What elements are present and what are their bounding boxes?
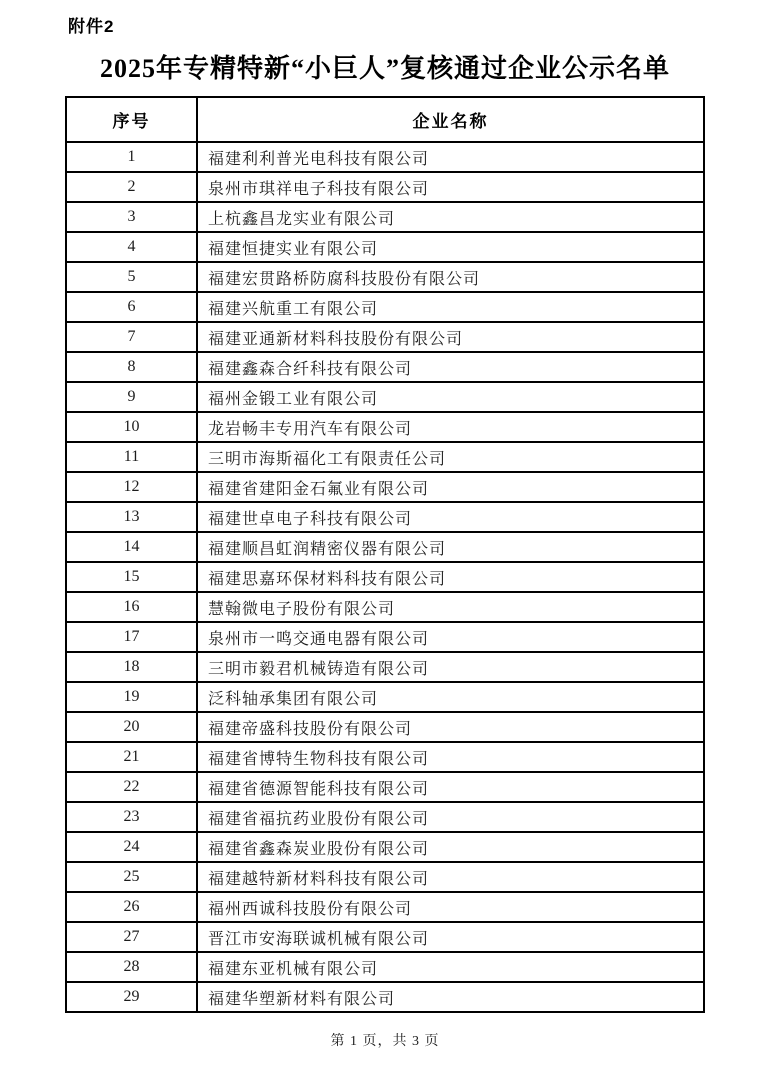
table-row bbox=[66, 592, 704, 622]
table-row bbox=[66, 742, 704, 772]
row-company-name: 福建亚通新材料科技股份有限公司 bbox=[197, 322, 704, 352]
company-table-body bbox=[66, 142, 704, 1012]
table-row bbox=[66, 952, 704, 982]
row-serial-number: 5 bbox=[66, 262, 197, 292]
row-company-name: 福建兴航重工有限公司 bbox=[197, 292, 704, 322]
row-company-name: 晋江市安海联诚机械有限公司 bbox=[197, 922, 704, 952]
row-serial-number: 18 bbox=[66, 652, 197, 682]
row-serial-number: 19 bbox=[66, 682, 197, 712]
row-company-name: 福建省福抗药业股份有限公司 bbox=[197, 802, 704, 832]
row-serial-number: 3 bbox=[66, 202, 197, 232]
table-row bbox=[66, 892, 704, 922]
table-row bbox=[66, 262, 704, 292]
row-serial-number: 26 bbox=[66, 892, 197, 922]
company-table-head bbox=[66, 97, 704, 142]
company-table bbox=[65, 96, 705, 1013]
row-company-name: 福建帝盛科技股份有限公司 bbox=[197, 712, 704, 742]
header-company-name: 企业名称 bbox=[197, 97, 704, 142]
table-row bbox=[66, 322, 704, 352]
table-row bbox=[66, 472, 704, 502]
row-serial-number: 6 bbox=[66, 292, 197, 322]
row-company-name: 上杭鑫昌龙实业有限公司 bbox=[197, 202, 704, 232]
table-row bbox=[66, 862, 704, 892]
row-serial-number: 13 bbox=[66, 502, 197, 532]
row-company-name: 福建宏贯路桥防腐科技股份有限公司 bbox=[197, 262, 704, 292]
row-company-name: 福建华塑新材料有限公司 bbox=[197, 982, 704, 1012]
table-row bbox=[66, 682, 704, 712]
table-row bbox=[66, 412, 704, 442]
row-serial-number: 10 bbox=[66, 412, 197, 442]
row-company-name: 福建顺昌虹润精密仪器有限公司 bbox=[197, 532, 704, 562]
row-serial-number: 28 bbox=[66, 952, 197, 982]
row-serial-number: 8 bbox=[66, 352, 197, 382]
row-company-name: 福州西诚科技股份有限公司 bbox=[197, 892, 704, 922]
table-row bbox=[66, 442, 704, 472]
row-company-name: 福建省建阳金石氟业有限公司 bbox=[197, 472, 704, 502]
row-company-name: 福建东亚机械有限公司 bbox=[197, 952, 704, 982]
row-company-name: 福建省德源智能科技有限公司 bbox=[197, 772, 704, 802]
table-row bbox=[66, 352, 704, 382]
row-serial-number: 1 bbox=[66, 142, 197, 172]
row-serial-number: 12 bbox=[66, 472, 197, 502]
row-serial-number: 4 bbox=[66, 232, 197, 262]
row-company-name: 三明市毅君机械铸造有限公司 bbox=[197, 652, 704, 682]
page-indicator: 第 1 页，共 3 页 bbox=[330, 1034, 440, 1049]
table-row bbox=[66, 922, 704, 952]
table-row bbox=[66, 172, 704, 202]
table-row bbox=[66, 832, 704, 862]
table-row bbox=[66, 772, 704, 802]
row-serial-number: 17 bbox=[66, 622, 197, 652]
table-row bbox=[66, 802, 704, 832]
row-serial-number: 11 bbox=[66, 442, 197, 472]
table-row bbox=[66, 202, 704, 232]
row-company-name: 福州金锻工业有限公司 bbox=[197, 382, 704, 412]
row-company-name: 泛科轴承集团有限公司 bbox=[197, 682, 704, 712]
row-company-name: 福建利利普光电科技有限公司 bbox=[197, 142, 704, 172]
row-company-name: 泉州市一鸣交通电器有限公司 bbox=[197, 622, 704, 652]
row-company-name: 慧翰微电子股份有限公司 bbox=[197, 592, 704, 622]
row-serial-number: 25 bbox=[66, 862, 197, 892]
table-row bbox=[66, 652, 704, 682]
row-serial-number: 27 bbox=[66, 922, 197, 952]
table-row bbox=[66, 142, 704, 172]
row-company-name: 福建世卓电子科技有限公司 bbox=[197, 502, 704, 532]
row-serial-number: 21 bbox=[66, 742, 197, 772]
row-company-name: 三明市海斯福化工有限责任公司 bbox=[197, 442, 704, 472]
header-serial-number: 序号 bbox=[66, 97, 197, 142]
table-row bbox=[66, 982, 704, 1012]
table-row bbox=[66, 532, 704, 562]
row-serial-number: 7 bbox=[66, 322, 197, 352]
row-company-name: 福建省博特生物科技有限公司 bbox=[197, 742, 704, 772]
row-company-name: 泉州市琪祥电子科技有限公司 bbox=[197, 172, 704, 202]
table-row bbox=[66, 712, 704, 742]
table-row bbox=[66, 292, 704, 322]
row-serial-number: 20 bbox=[66, 712, 197, 742]
row-company-name: 福建思嘉环保材料科技有限公司 bbox=[197, 562, 704, 592]
row-serial-number: 9 bbox=[66, 382, 197, 412]
row-serial-number: 24 bbox=[66, 832, 197, 862]
row-serial-number: 16 bbox=[66, 592, 197, 622]
row-company-name: 福建越特新材料科技有限公司 bbox=[197, 862, 704, 892]
row-serial-number: 15 bbox=[66, 562, 197, 592]
table-row bbox=[66, 502, 704, 532]
row-company-name: 福建恒捷实业有限公司 bbox=[197, 232, 704, 262]
table-row bbox=[66, 232, 704, 262]
page-title: 2025年专精特新“小巨人”复核通过企业公示名单 bbox=[99, 54, 670, 83]
row-serial-number: 22 bbox=[66, 772, 197, 802]
table-row bbox=[66, 562, 704, 592]
attachment-label: 附件2 bbox=[68, 17, 115, 36]
row-serial-number: 2 bbox=[66, 172, 197, 202]
row-serial-number: 23 bbox=[66, 802, 197, 832]
table-row bbox=[66, 382, 704, 412]
row-company-name: 龙岩畅丰专用汽车有限公司 bbox=[197, 412, 704, 442]
row-company-name: 福建鑫森合纤科技有限公司 bbox=[197, 352, 704, 382]
row-serial-number: 14 bbox=[66, 532, 197, 562]
header-row bbox=[66, 97, 704, 142]
row-serial-number: 29 bbox=[66, 982, 197, 1012]
table-row bbox=[66, 622, 704, 652]
row-company-name: 福建省鑫森炭业股份有限公司 bbox=[197, 832, 704, 862]
